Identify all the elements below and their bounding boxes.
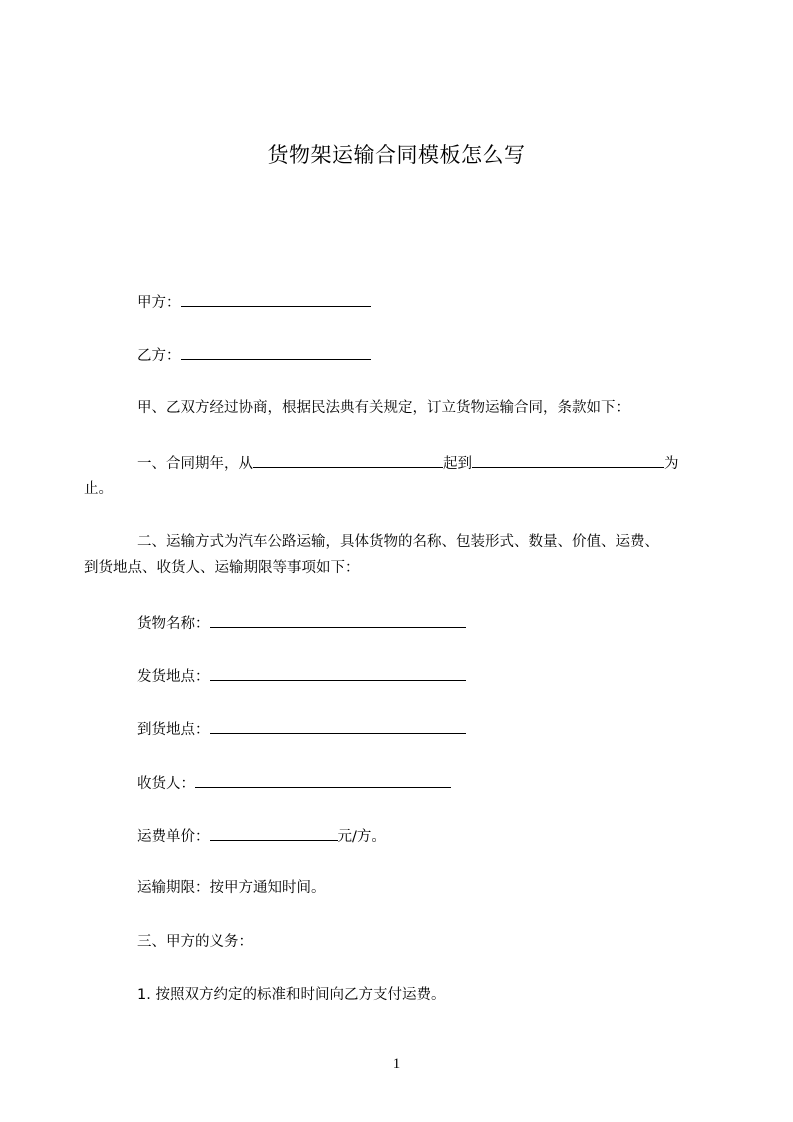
clause2-line1: 二、运输方式为汽车公路运输，具体货物的名称、包装形式、数量、价值、运费、 — [137, 534, 659, 550]
party-b-blank[interactable] — [181, 344, 371, 360]
clause3-heading: 三、甲方的义务： — [137, 934, 253, 950]
consignee-line — [137, 772, 451, 794]
goods-name-line — [137, 612, 466, 634]
contract-end-blank[interactable] — [472, 452, 664, 468]
ship-from-label: 发货地点： — [137, 669, 210, 685]
goods-name-blank[interactable] — [210, 612, 466, 628]
freight-price-unit: 元/方。 — [337, 829, 386, 845]
freight-price-blank[interactable] — [210, 825, 338, 841]
clause2-line2: 到货地点、收货人、运输期限等事项如下： — [84, 560, 360, 576]
clause1-continuation: 止。 — [84, 481, 113, 497]
party-b-line — [137, 344, 371, 366]
clause1-prefix: 一、合同期年，从 — [137, 456, 253, 472]
clause3-item1: 1. 按照双方约定的标准和时间向乙方支付运费。 — [137, 987, 446, 1003]
document-title: 货物架运输合同模板怎么写 — [267, 143, 526, 167]
consignee-blank[interactable] — [195, 772, 451, 788]
destination-line — [137, 718, 466, 740]
goods-name-label: 货物名称： — [137, 616, 210, 632]
intro-paragraph: 甲、乙双方经过协商，根据民法典有关规定，订立货物运输合同，条款如下： — [137, 400, 630, 416]
transport-period-line: 运输期限：按甲方通知时间。 — [137, 880, 326, 896]
party-a-line — [137, 291, 371, 313]
clause1-middle: 起到 — [443, 456, 472, 472]
party-b-label: 乙方： — [137, 348, 181, 364]
contract-start-blank[interactable] — [253, 452, 443, 468]
ship-from-line — [137, 665, 466, 687]
party-a-label: 甲方： — [137, 295, 181, 311]
destination-blank[interactable] — [210, 718, 466, 734]
destination-label: 到货地点： — [137, 722, 210, 738]
freight-price-label: 运费单价： — [137, 829, 210, 845]
freight-price-line — [137, 825, 386, 847]
clause1-suffix: 为 — [664, 456, 679, 472]
ship-from-blank[interactable] — [210, 665, 466, 681]
consignee-label: 收货人： — [137, 776, 195, 792]
page-number: 1 — [392, 1056, 401, 1072]
clause1-line — [137, 452, 679, 474]
party-a-blank[interactable] — [181, 291, 371, 307]
